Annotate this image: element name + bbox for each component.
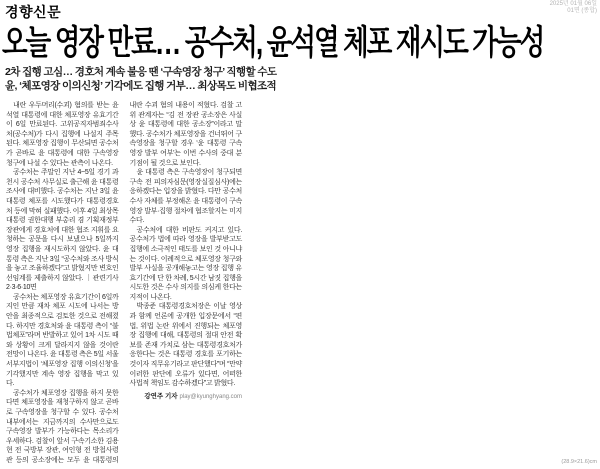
article-subhead: 2차 집행 고심… 경호처 계속 불응 땐 ‘구속영장 청구’ 직행할 수도 bbox=[5, 66, 277, 78]
article-paragraph: 박종준 대통령경호처장은 이날 영상과 함께 언론에 공개한 입장문에서 “편법, 위법 논란 위에서 진행되는 체포영장 집행에 대해, 대통령의 절대 안전 확보를 존재 가치로 삼는 대통령경호처가 응한다는 것은 대통령 경호를 포기하는 것이자 직무유기라고 판단했다”며 “만약 이러한 판단에 오류가 있다면, 어떠한 사법적 책임도 감수하겠다”고 밝혔다. bbox=[129, 303, 242, 388]
article-byline bbox=[130, 392, 243, 403]
reporter-name: 강연주 기자 bbox=[144, 392, 178, 400]
article-paragraphs bbox=[6, 101, 242, 466]
article-paragraph: 공수처는 주말인 지난 4~5일 경기 과천시 공수처 사무실로 출근해 윤 대통령 조사에 대비했다. 공수처는 지난 3일 윤 대통령 체포를 시도했다가 대통령경호처 등에 막혀 실패했다. 이후 4일 최상목 대통령 권한대행 부총리 겸 기획재정부 장관에게 경호처에 대한 협조 지휘를 요청하는 공문을 다시 보냈으나 5일까지 영장 집행을 재시도하지 않았다. 윤 대통령 측은 지난 3일 “공수처와 조사 방식을 놓고 조율하겠다”고 밝혔지만 변호인 선임계를 제출하지 않았다. ｜관련기사 2·3·6·10면 bbox=[6, 169, 119, 292]
dateline bbox=[550, 1, 597, 15]
article-body bbox=[6, 101, 242, 466]
article-subheads bbox=[5, 66, 425, 93]
clip-size-note: (28.9×21.6)cm bbox=[561, 459, 597, 465]
article-subhead: 윤, ‘체포영장 이의신청’ 기각에도 집행 거부… 최상목도 비협조적 bbox=[5, 79, 277, 92]
article-headline: 오늘 영장 만료… 공수처, 윤석열 체포 재시도 가능성 bbox=[2, 24, 544, 62]
article-paragraph: 공수처에 대한 비판도 커지고 있다. 공수처가 법에 따라 영장을 발부받고도 집행에 소극적인 태도를 보인 것 아니냐는 것이다. 이례적으로 체포영장 청구와 발부 사실을 공개해놓고는 영장 집행 유효기간에 단 한 차례, 5시간 남짓 집행을 시도한 것은 수사 의지를 의심케 한다는 지적이 나온다. bbox=[129, 226, 242, 301]
publication-date: 2025년 01월 06일 bbox=[549, 1, 597, 7]
article-paragraph: 윤 대통령 측은 구속영장이 청구되면 구속 전 피의자심문(영장실질심사)에는 응하겠다는 입장을 밝혔다. 다만 공수처 수사 자체를 부정해온 윤 대통령이 구속영장 발부·집행 절차에 협조할지는 미지수다. bbox=[129, 169, 242, 225]
article-paragraph: 공수처가 체포영장 집행을 하지 못한다면 체포영장을 재청구하지 않고 곧바로 구속영장을 청구할 수 있다. 공수처 내부에서는 지금까지의 수사만으로도 구속영장 발부가 가능하다는 목소리가 우세하다. 검찰이 앞서 구속기소한 김용현 전 국방부 장관, 여인형 전 방첩사령관 등의 공소장에는 모두 윤 대통령의 내란 수괴 혐의 내용이 적혔다. 검찰 고위 관계자는 “김 전 장관 공소장은 사실상 윤 대통령에 대한 공소장”이라고 말했다. 공수처가 체포영장을 건너뛰어 구속영장을 청구할 경우 ‘윤 대통령 구속영장 발부 여부’는 이번 수사의 중대 분기점이 될 것으로 보인다. bbox=[6, 102, 242, 464]
article-paragraph: 공수처는 체포영장 유효기간이 6일까지인 만큼 재차 체포 시도에 나서는 방안을 최종적으로 검토한 것으로 전해졌다. 하지만 경호처와 윤 대통령 측이 “불법체포”라며 반발하고 있어 1차 시도 때와 상황이 크게 달라지지 않을 것이란 전망이 나온다. 윤 대통령 측은 5일 서울서부지법이 ‘체포영장 집행 이의신청’을 기각했지만 계속 영장 집행을 막고 있다. bbox=[6, 293, 119, 388]
article-paragraph: 내란 우두머리(수괴) 혐의를 받는 윤석열 대통령에 대한 체포영장 유효기간이 6일 만료된다. 고위공직자범죄수사처(공수처)가 다시 집행에 나설지 주목된다. 체포영장 집행이 무산되면 공수처가 곧바로 윤 대통령에 대한 구속영장 청구에 나설 수 있다는 관측이 나온다. bbox=[6, 102, 119, 167]
article-headline-row bbox=[2, 22, 600, 66]
page-number: 01면 (종합) bbox=[567, 8, 597, 14]
reporter-email: play@kyunghyang.com bbox=[179, 393, 242, 400]
newspaper-logo: 경향신문 bbox=[5, 4, 62, 20]
